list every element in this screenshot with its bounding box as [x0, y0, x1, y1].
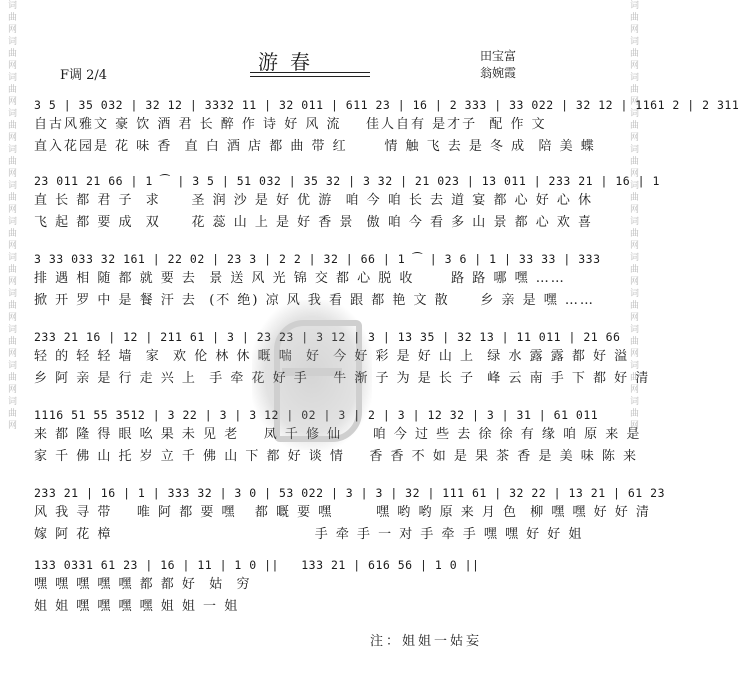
seal-watermark [252, 300, 372, 450]
lyric-line: 直入花园是 花 味 香 直 白 酒 店 都 曲 带 红 情 触 飞 去 是 冬 成 陪 美 蝶 [34, 139, 596, 154]
lyric-line: 掀 开 罗 中 是 餐 汗 去 (不 绝) 凉 风 我 看 跟 都 艳 文 散 乡 亲 是 嘿 …… [34, 293, 595, 308]
lyric-line: 姐 姐 嘿 嘿 嘿 嘿 姐 姐 一 姐 [34, 599, 240, 614]
score-system [34, 484, 666, 546]
song-title: 游春 [258, 50, 322, 74]
left-watermark: 词曲网词曲网词曲网词曲网词曲网词曲网词曲网词曲网词曲网词曲网词曲网词曲网 [6, 0, 16, 432]
lyric-line: 飞 起 都 要 成 双 花 蕊 山 上 是 好 香 景 傲 咱 今 看 多 山 景 都 心 欢 喜 [34, 215, 593, 230]
notation-line: 3 33 033 32 161 | 22 02 | 23 3 | 2 2 | 32 | 66 | 1 ⁀ | 3 6 | 1 | 33 33 | 333 [34, 252, 601, 266]
lyric-line: 乡 阿 亲 是 行 走 兴 上 手 牵 花 好 手 牛 渐 子 为 是 长 子 峰 云 南 手 下 都 好 清 [34, 371, 651, 386]
lyric-line: 自古风雅文 豪 饮 酒 君 长 醉 作 诗 好 风 流 佳人自有 是才子 配 作 文 [34, 117, 547, 132]
right-watermark: 词曲网词曲网词曲网词曲网词曲网词曲网词曲网词曲网词曲网词曲网词曲网词曲网 [628, 0, 638, 432]
notation-line: 133 0331 61 23 | 16 | 11 | 1 0 || 133 21 | 616 56 | 1 0 || [34, 558, 480, 572]
lyric-line: 嘿 嘿 嘿 嘿 嘿 都 都 好 姑 穷 [34, 577, 252, 592]
score-system [34, 556, 624, 618]
key-signature: F调 2/4 [60, 68, 108, 83]
notation-line: 233 21 | 16 | 1 | 333 32 | 3 0 | 53 022 | 3 | 3 | 32 | 111 61 | 32 22 | 13 21 | 61 23 [34, 486, 666, 500]
notation-line: 233 21 16 | 12 | 211 61 | 3 | 23 23 | 3 12 | 3 | 13 35 | 32 13 | 11 011 | 21 66 [34, 330, 621, 344]
title-underline-double [250, 76, 370, 77]
score-system [34, 96, 739, 158]
lyric-line: 嫁 阿 花 樟 手 牵 手 一 对 手 牵 手 嘿 嘿 好 好 姐 [34, 527, 584, 542]
lyric-line: 家 千 佛 山 托 岁 立 千 佛 山 下 都 好 谈 情 香 香 不 如 是 果 茶 香 是 美 味 陈 来 [34, 449, 638, 464]
lyric-line: 来 都 隆 得 眼 吆 果 未 见 老 凤 千 修 仙 咱 今 过 些 去 徐 徐 有 缘 咱 原 来 是 [34, 427, 642, 442]
lyric-line: 风 我 寻 带 唯 阿 都 要 嘿 都 嘅 要 嘿 嘿 哟 哟 原 来 月 色 柳 嘿 嘿 好 好 清 [34, 505, 651, 520]
footnote: 注：姐姐一姑妄 [370, 634, 483, 649]
lyric-line: 排 遇 相 随 都 就 要 去 景 送 风 光 锦 交 都 心 脱 收 路 路 哪 嘿 …… [34, 271, 566, 286]
notation-line: 1116 51 55 3512 | 3 22 | 3 | 3 12 | 02 | 3 | 2 | 3 | 12 32 | 3 | 31 | 61 011 [34, 408, 599, 422]
seal-border [274, 320, 362, 442]
title-block [250, 38, 370, 78]
score-system [34, 172, 660, 234]
lyric-line: 轻 的 轻 轻 墙 家 欢 伦 林 休 嘅 喘 好 今 好 彩 是 好 山 上 绿 水 露 露 都 好 溢 [34, 349, 630, 364]
title-underline [250, 72, 370, 73]
lyric-line: 直 长 都 君 子 求 圣 润 沙 是 好 优 游 咱 今 咱 长 去 道 宴 都 心 好 心 休 [34, 193, 593, 208]
credit-line: 田宝富 [480, 49, 517, 63]
notation-line: 3 5 | 35 032 | 32 12 | 3332 11 | 32 011 | 611 23 | 16 | 2 333 | 33 022 | 32 12 | 1161 2 | 2 311 [34, 98, 739, 112]
seal-glyph-stroke [282, 368, 342, 376]
credit-line: 翁婉霞 [480, 66, 517, 80]
credits [480, 48, 516, 82]
notation-line: 23 011 21 66 | 1 ⁀ | 3 5 | 51 032 | 35 32 | 3 32 | 21 023 | 13 011 | 233 21 | 16 | 1 [34, 174, 660, 188]
